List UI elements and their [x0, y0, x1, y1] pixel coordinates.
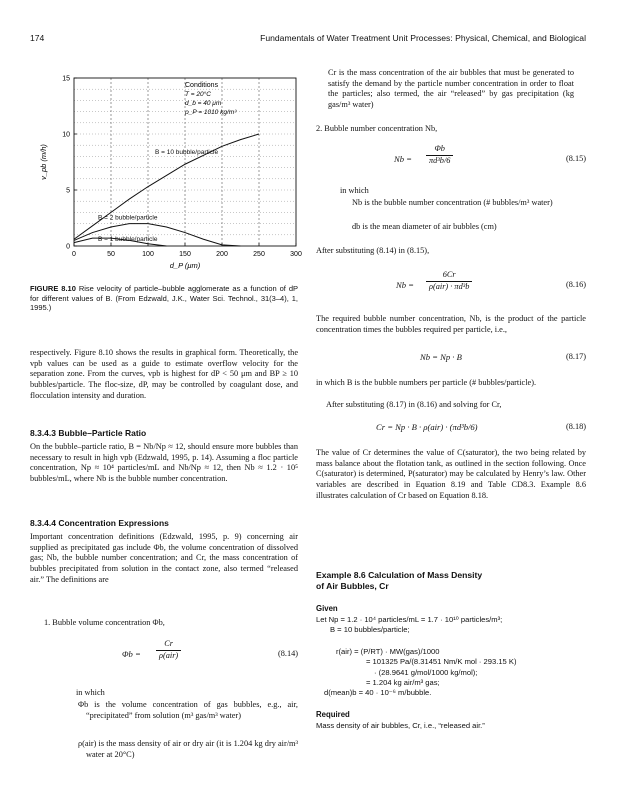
- paragraph-cr-value: The value of Cr determines the value of C(saturator), the two being related by mass balance about the flotation tank, as outlined in the section following. Once C(saturator) is determined, P(saturator) may be calculated by Henry’s law. Other variables are described in Equation 8.19 and Table CD8.3. Example 8.6 illustrates calculation of Cr based on Equation 8.18.: [316, 448, 586, 500]
- conditions-line-3: ρ_P = 1010 kg/m³: [185, 108, 237, 116]
- x-tick-label: 250: [253, 251, 265, 258]
- figure-8-10-chart: [30, 62, 302, 282]
- equation-8-15: [316, 144, 586, 178]
- conditions-line-1: T = 20°C: [185, 90, 211, 98]
- example-title-line2: of Air Bubbles, Cr: [316, 581, 389, 591]
- y-axis-label: v_pb (m/h): [39, 144, 48, 180]
- x-tick-label: 50: [107, 251, 115, 258]
- figure-caption: [30, 284, 298, 313]
- eq-8-16-denominator: ρ(air) · πd³b: [429, 281, 470, 291]
- eq-8-18-body: Cr = Np · B · ρ(air) · (πd³b/6): [376, 422, 478, 432]
- paragraph-results: respectively. Figure 8.10 shows the results in graphical form. Theoretically, the vpb values can be used as a guide to estimate overflow velocity for the separation zone. From the curves, vpb is highest for dP < 50 μm and BP ≥ 10 bubbles/particle. The floc-size, dP, may be controlled by coagulant dose, and flocculation intensity and duration.: [30, 348, 298, 400]
- x-tick-label: 300: [290, 251, 302, 258]
- definition-phi-b: Φb is the volume concentration of gas bubbles, e.g., air, “precipitated” from solution (m³ gas/m³ water): [78, 700, 298, 720]
- equation-8-17: [316, 352, 586, 366]
- paragraph-b: in which B is the bubble numbers per particle (# bubbles/particle).: [316, 378, 537, 387]
- x-tick-label: 100: [142, 251, 154, 258]
- definition-nb: Nb is the bubble number concentration (# bubbles/m³ water): [352, 198, 553, 207]
- definition-cr: Cr is the mass concentration of the air bubbles that must be generated to satisfy the demand by the particle number concentration in order to float the particles; also termed, the air “released” by gas precipitation (kg gas/m³ water): [328, 68, 574, 110]
- example-calc-5: d(mean)b = 40 · 10⁻⁶ m/bubble.: [324, 687, 432, 697]
- book-title: Fundamentals of Water Treatment Unit Processes: Physical, Chemical, and Biological: [260, 33, 586, 43]
- figure-label: FIGURE 8.10: [30, 284, 76, 293]
- example-given: Given: [316, 604, 338, 613]
- example-required: Required: [316, 710, 350, 720]
- example-calc-4: = 1.204 kg air/m³ gas;: [366, 677, 440, 687]
- after-substituting-1: After substituting (8.14) in (8.15),: [316, 246, 430, 255]
- x-tick-label: 200: [216, 251, 228, 258]
- eq-8-17-body: Nb = Np · B: [420, 352, 462, 362]
- in-which-label: in which: [76, 688, 105, 697]
- eq-8-17-number: (8.17): [565, 352, 586, 361]
- eq-8-18-number: (8.18): [565, 422, 586, 431]
- heading-bubble-particle-ratio: 8.3.4.3 Bubble–Particle Ratio: [30, 428, 147, 438]
- series-1-label: B = 2 bubble/particle: [98, 214, 158, 222]
- eq-8-16-numerator: 6Cr: [426, 270, 472, 282]
- example-calc-1: r(air) = (P/RT) · MW(gas)/1000: [336, 647, 440, 657]
- eq-8-14-denominator: ρ(air): [159, 650, 179, 660]
- figure-caption-text: Rise velocity of particle–bubble agglomerate as a function of dP for different values of B. (From Edzwald, J.K., Water Sci. Technol., 31(3–4), 1, 1995.): [30, 284, 299, 313]
- list-item-2: 2. Bubble number concentration Nb,: [316, 124, 438, 133]
- in-which-label-2: in which: [340, 186, 369, 195]
- paragraph-concentrations: Important concentration definitions (Edzwald, 1995, p. 9) concerning air supplied as precipitated gas include Φb, the volume concentration of dissolved gas; Nb, the bubble number concentration; and Cr, the mass concentration of bubbles precipitated from solution in the contact zone, also termed “released air.” The definitions are: [30, 532, 298, 584]
- definition-db: db is the mean diameter of air bubbles (cm): [352, 222, 497, 231]
- eq-8-14-number: (8.14): [277, 649, 298, 658]
- list-item-1: 1. Bubble volume concentration Φb,: [44, 618, 165, 627]
- eq-8-15-denominator: πd³b/6: [429, 155, 451, 165]
- eq-8-14-numerator: Cr: [156, 639, 181, 651]
- conditions-line-0: Conditions: [185, 81, 219, 89]
- heading-concentration-expressions: 8.3.4.4 Concentration Expressions: [30, 518, 169, 528]
- example-calc-3: · (28.9641 g/mol/1000 kg/mol);: [374, 667, 478, 677]
- eq-8-15-numerator: Φb: [426, 144, 453, 156]
- definition-rho-air: ρ(air) is the mass density of air or dry air (it is 1.204 kg dry air/m³ water at 20°C): [78, 739, 298, 759]
- example-calc-2: = 101325 Pa/(8.31451 Nm/K mol · 293.15 K): [366, 657, 517, 667]
- running-header: [30, 33, 586, 47]
- y-tick-label: 0: [66, 243, 70, 251]
- y-tick-label: 5: [66, 187, 70, 195]
- eq-8-14-lhs: Φb =: [122, 649, 141, 659]
- example-8-6: [316, 570, 586, 731]
- paragraph-required: The required bubble number concentration, Nb, is the product of the particle concentration times the bubbles required per particle, i.e.,: [316, 314, 586, 334]
- page-number: 174: [30, 33, 45, 43]
- equation-8-16: [316, 270, 586, 304]
- example-required-1: Mass density of air bubbles, Cr, i.e., “released air.”: [316, 720, 485, 730]
- conditions-line-2: d_b = 40 μm: [185, 99, 222, 107]
- x-tick-label: 0: [72, 251, 76, 258]
- x-axis-label: d_P (μm): [169, 261, 201, 270]
- eq-8-16-number: (8.16): [565, 280, 586, 289]
- y-tick-label: 15: [62, 75, 70, 83]
- paragraph-ratio: On the bubble–particle ratio, B = Nb/Np ≈ 12, should ensure more bubbles than necessary to result in high vpb (Edzwald, 1995, p. 14). Assuming a floc particle concentration, Np ≈ 10⁴ particles/mL and Nb/Np ≈ 12, then Nb ≈ 1.2 · 10⁵ bubbles/mL, where Nb is the bubble number concentration.: [30, 442, 298, 484]
- equation-8-14: [30, 639, 298, 673]
- example-given-1: Let Np = 1.2 · 10⁴ particles/mL = 1.7 · 10¹⁰ particles/m³;: [316, 614, 503, 624]
- eq-8-15-number: (8.15): [565, 154, 586, 163]
- equation-8-18: [316, 422, 586, 436]
- y-tick-label: 10: [62, 131, 70, 139]
- eq-8-16-lhs: Nb =: [396, 280, 414, 290]
- series-2-label: B = 1 bubble/particle: [98, 235, 158, 243]
- eq-8-15-lhs: Nb =: [394, 154, 412, 164]
- series-0-label: B = 10 bubble/particle: [155, 149, 219, 157]
- after-substituting-2: After substituting (8.17) in (8.16) and solving for Cr,: [326, 400, 502, 409]
- x-tick-label: 150: [179, 251, 191, 258]
- example-title-line1: Example 8.6 Calculation of Mass Density: [316, 570, 483, 580]
- example-given-2: B = 10 bubbles/particle;: [330, 624, 410, 634]
